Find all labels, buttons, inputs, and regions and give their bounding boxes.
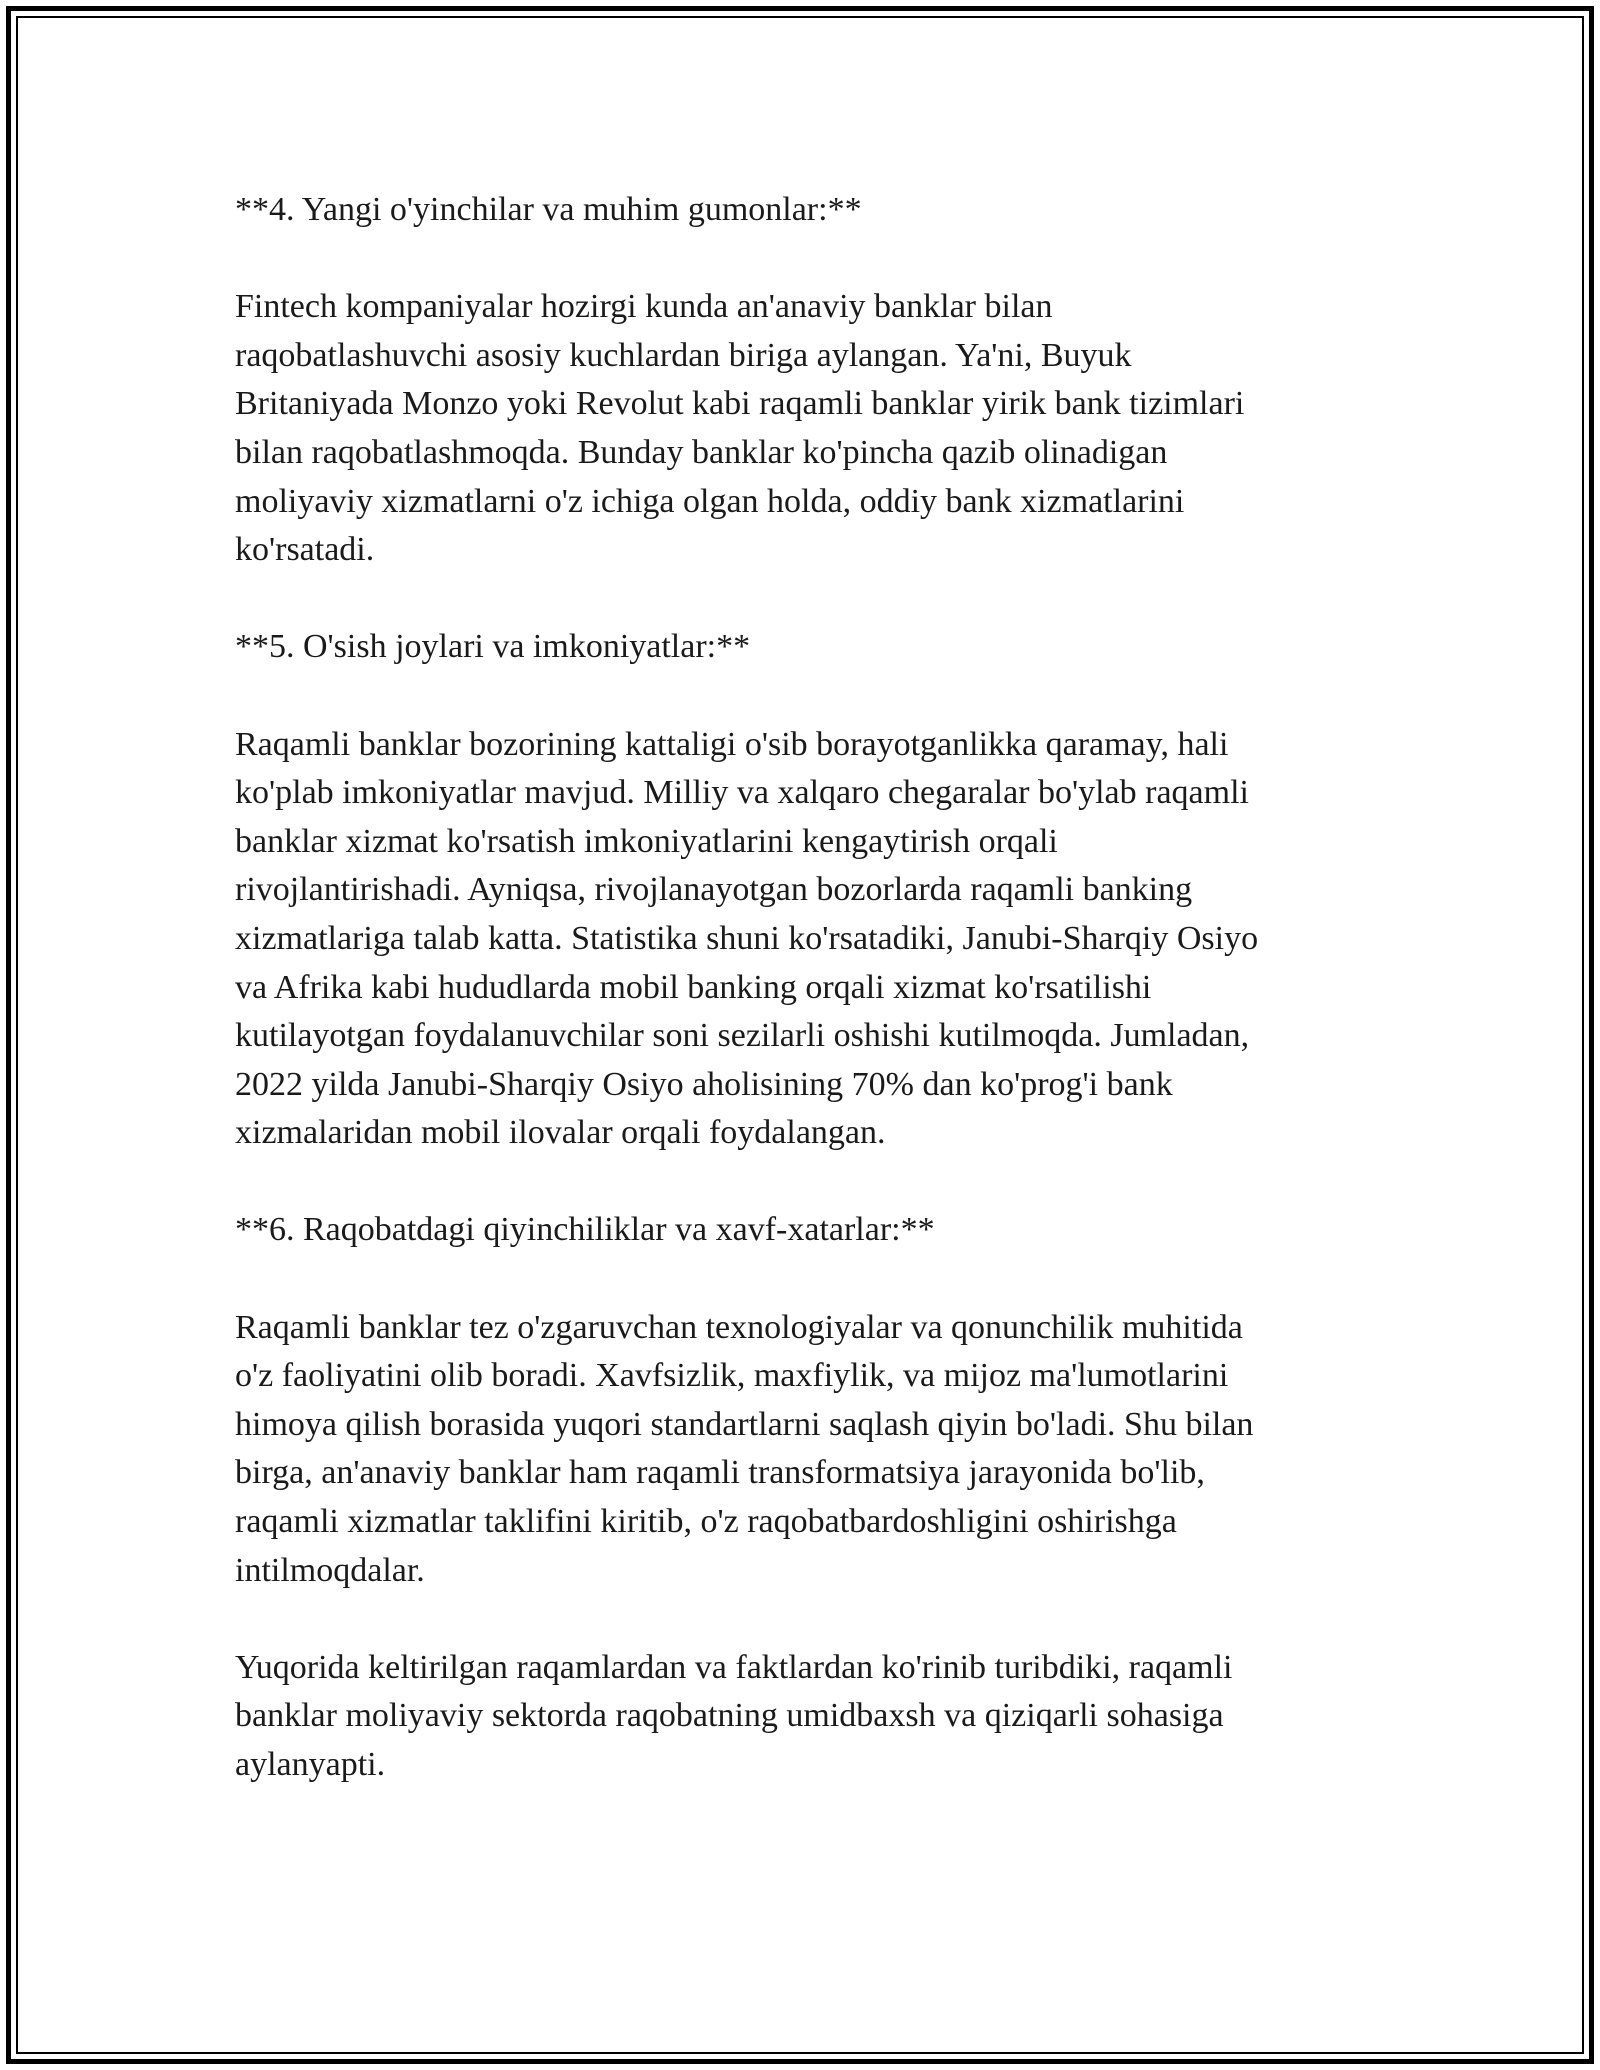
paragraph-gap: [235, 1158, 1365, 1207]
text-line: o'z faoliyatini olib boradi. Xavfsizlik, maxfiylik, va mijoz ma'lumotlarini: [235, 1357, 1229, 1395]
section-6-heading: **6. Raqobatdagi qiyinchiliklar va xavf-xatarlar:**: [235, 1211, 935, 1249]
text-line: banklar xizmat ko'rsatish imkoniyatlarini kengaytirish orqali: [235, 822, 1058, 860]
text-line: rivojlantirishadi. Ayniqsa, rivojlanayotgan bozorlarda raqamli banking: [235, 871, 1193, 909]
text-line: ko'rsatadi.: [235, 531, 375, 569]
text-line: moliyaviy xizmatlarni o'z ichiga olgan holda, oddiy bank xizmatlarini: [235, 482, 1185, 520]
text-line: xizmatlariga talab katta. Statistika shuni ko'rsatadiki, Janubi-Sharqiy Osiyo: [235, 919, 1259, 957]
section-4-heading: **4. Yangi o'yinchilar va muhim gumonlar:**: [235, 191, 862, 228]
text-line: Fintech kompaniyalar hozirgi kunda an'anaviy banklar bilan: [235, 288, 1053, 326]
paragraph-gap: [235, 672, 1365, 721]
text-line: birga, an'anaviy banklar ham raqamli transformatsiya jarayonida bo'lib,: [235, 1454, 1205, 1492]
text-line: bilan raqobatlashmoqda. Bunday banklar ko'pincha qazib olinadigan: [235, 433, 1168, 471]
text-line: ko'plab imkoniyatlar mavjud. Milliy va xalqaro chegaralar bo'ylab raqamli: [235, 774, 1249, 812]
paragraph-gap: [235, 575, 1365, 624]
section-5-heading: **5. O'sish joylari va imkoniyatlar:**: [235, 628, 751, 666]
text-line: Yuqorida keltirilgan raqamlardan va faktlardan ko'rinib turibdiki, raqamli: [235, 1648, 1233, 1686]
paragraph-gap: [235, 1255, 1365, 1304]
text-line: Raqamli banklar bozorining kattaligi o'sib borayotganlikka qaramay, hali: [235, 725, 1229, 763]
text-line: intilmoqdalar.: [235, 1551, 425, 1589]
paragraph-gap: [235, 1595, 1365, 1644]
text-line: va Afrika kabi hududlarda mobil banking orqali xizmat ko'rsatilishi: [235, 968, 1152, 1006]
text-line: banklar moliyaviy sektorda raqobatning umidbaxsh va qiziqarli sohasiga: [235, 1697, 1224, 1735]
text-line: himoya qilish borasida yuqori standartlarni saqlash qiyin bo'ladi. Shu bilan: [235, 1405, 1254, 1443]
paragraph-gap: [235, 235, 1365, 284]
text-line: Raqamli banklar tez o'zgaruvchan texnologiyalar va qonunchilik muhitida: [235, 1308, 1243, 1346]
text-line: Britaniyada Monzo yoki Revolut kabi raqamli banklar yirik bank tizimlari: [235, 385, 1245, 423]
text-line: kutilayotgan foydalanuvchilar soni sezilarli oshishi kutilmoqda. Jumladan,: [235, 1017, 1250, 1055]
text-line: xizmalaridan mobil ilovalar orqali foydalangan.: [235, 1114, 886, 1152]
document-body: [235, 186, 1365, 1790]
text-line: aylanyapti.: [235, 1746, 386, 1783]
text-line: raqamli xizmatlar taklifini kiritib, o'z raqobatbardoshligini oshirishga: [235, 1503, 1177, 1541]
text-line: raqobatlashuvchi asosiy kuchlardan biriga aylangan. Ya'ni, Buyuk: [235, 336, 1132, 374]
text-line: 2022 yilda Janubi-Sharqiy Osiyo aholisining 70% dan ko'prog'i bank: [235, 1065, 1173, 1103]
